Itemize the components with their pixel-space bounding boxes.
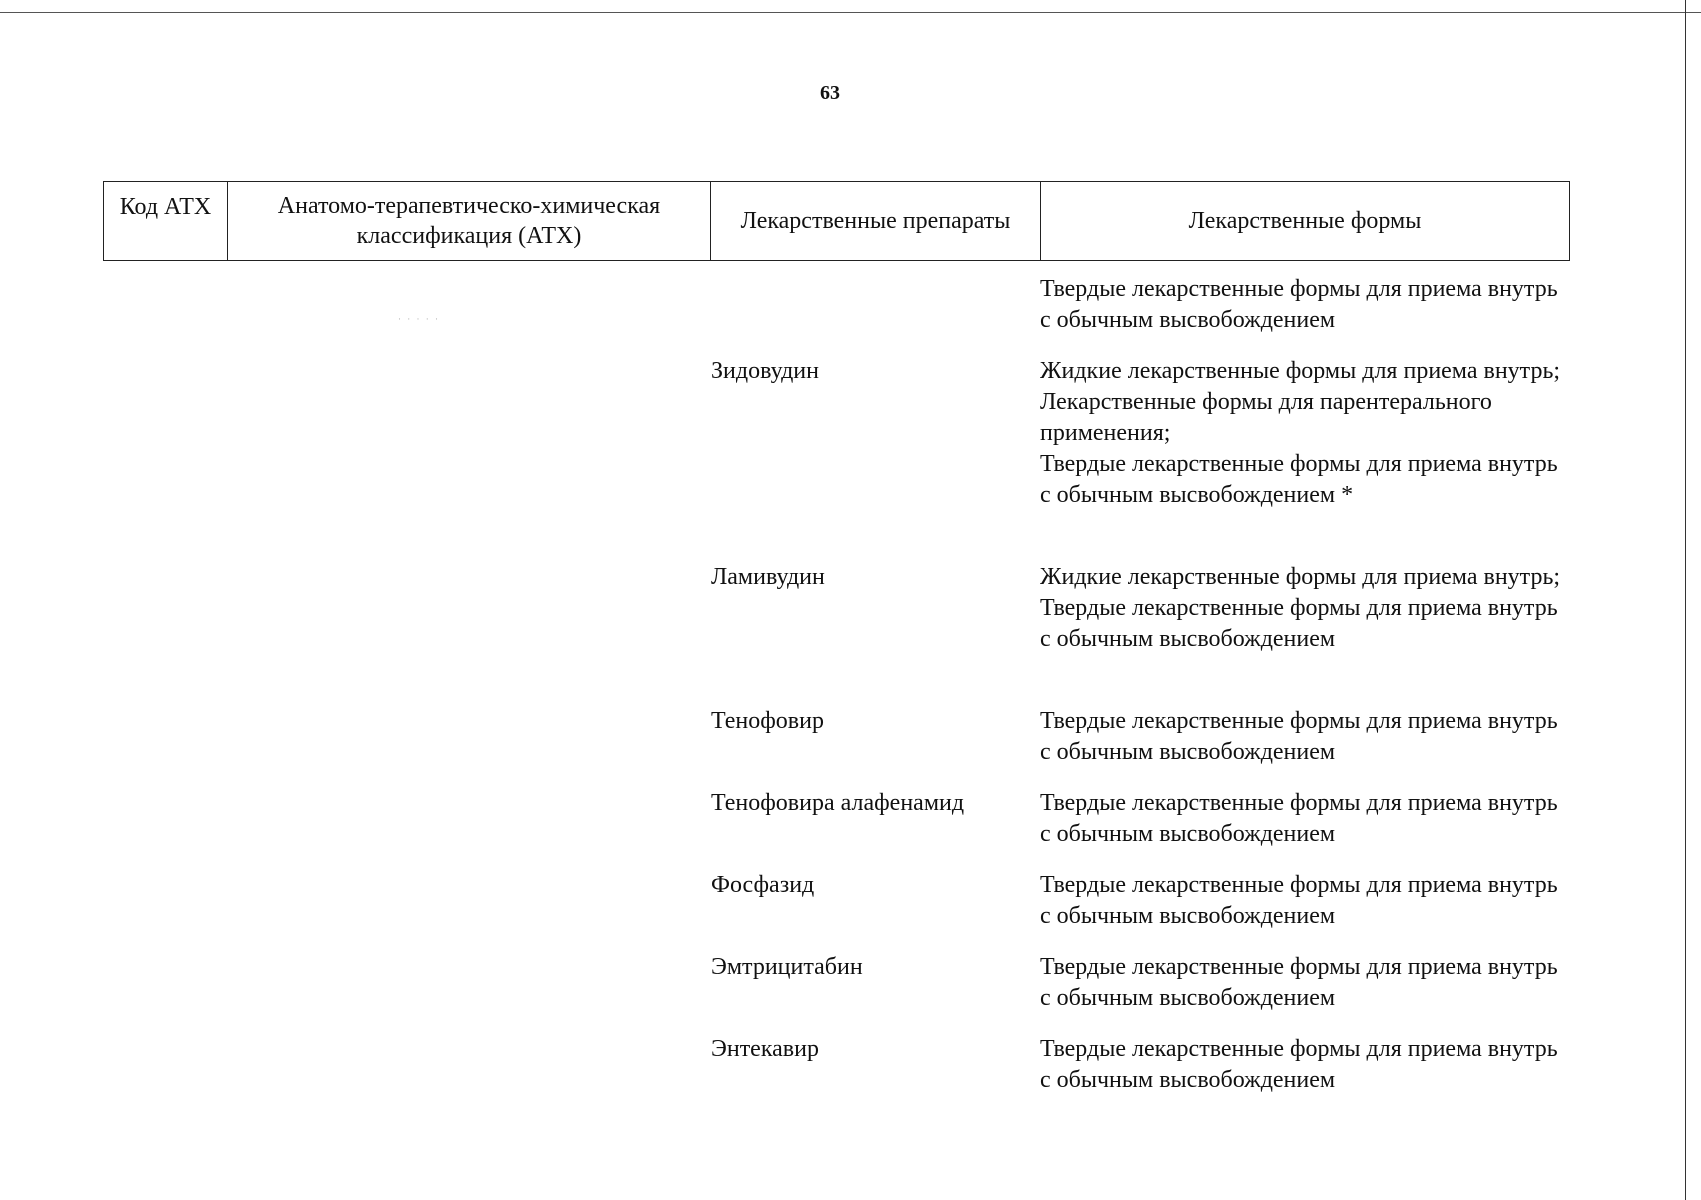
scan-edge-top (0, 12, 1701, 13)
drug-forms (1040, 274, 1565, 336)
form-entry: Твердые лекарственные формы для приема внутрь с обычным высвобождением (1040, 954, 1558, 1011)
drug-forms (1040, 706, 1565, 768)
form-entry: Жидкие лекарственные формы для приема внутрь; (1040, 358, 1561, 384)
form-entry: Жидкие лекарственные формы для приема внутрь; (1040, 564, 1561, 590)
header-atc-code: Код АТХ (104, 182, 228, 261)
drug-name: Ламивудин (711, 564, 825, 590)
table-header (103, 181, 1570, 261)
drug-name: Зидовудин (711, 358, 819, 384)
form-entry: Лекарственные формы для парентерального применения; (1040, 389, 1492, 446)
scan-edge-right (1685, 0, 1686, 1200)
drug-name: Энтекавир (711, 1036, 819, 1062)
drug-forms (1040, 1034, 1565, 1096)
form-entry: Твердые лекарственные формы для приема внутрь с обычным высвобождением * (1040, 451, 1558, 508)
drug-name: Эмтрицитабин (711, 954, 863, 980)
drug-forms (1040, 562, 1565, 655)
header-drugs: Лекарственные препараты (711, 182, 1041, 261)
header-forms: Лекарственные формы (1041, 182, 1570, 261)
drug-name: Тенофовира алафенамид (711, 790, 965, 816)
form-entry: Твердые лекарственные формы для приема внутрь с обычным высвобождением (1040, 790, 1558, 847)
drug-name: Фосфазид (711, 872, 815, 898)
drug-name: Тенофовир (711, 708, 824, 734)
form-entry: Твердые лекарственные формы для приема внутрь с обычным высвобождением (1040, 708, 1558, 765)
drug-forms (1040, 870, 1565, 932)
form-entry: Твердые лекарственные формы для приема внутрь с обычным высвобождением (1040, 1036, 1558, 1093)
form-entry: Твердые лекарственные формы для приема внутрь с обычным высвобождением (1040, 872, 1558, 929)
drug-forms (1040, 788, 1565, 850)
drug-forms (1040, 356, 1565, 511)
page-number: 63 (820, 82, 840, 104)
scan-speck: · · · · · (398, 314, 440, 324)
form-entry: Твердые лекарственные формы для приема внутрь с обычным высвобождением (1040, 595, 1558, 652)
drug-forms (1040, 952, 1565, 1014)
form-entry: Твердые лекарственные формы для приема внутрь с обычным высвобождением (1040, 276, 1558, 333)
header-atc-classification: Анатомо-терапевтическо-химическая классификация (АТХ) (228, 182, 711, 261)
